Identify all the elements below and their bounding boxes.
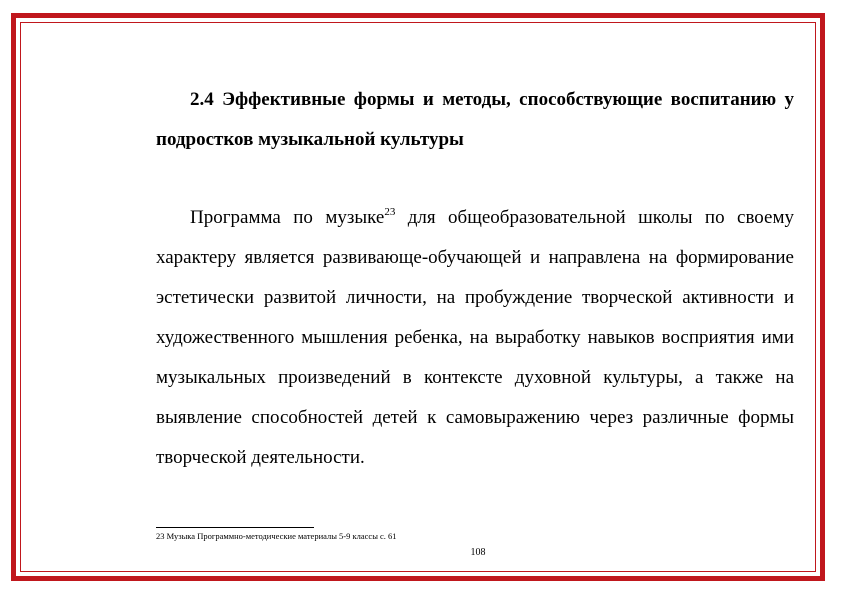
footnote-separator (156, 527, 314, 528)
body-paragraph (156, 198, 794, 478)
section-heading: 2.4 Эффективные формы и методы, способствующие воспитанию у подростков музыкальной культуры (156, 89, 794, 150)
footnote: 23 Музыка Программно-методические материалы 5-9 классы с. 61 (156, 531, 397, 541)
page-number: 108 (470, 547, 486, 558)
paragraph-text-rest: для общеобразовательной школы по своему характеру является развивающе-обучающей и направлена на формирование эстетически развитой личности, на пробуждение творческой активности и художественного мышления ребенка, на выработку навыков восприятия ими музыкальных произведений в контексте духовной культуры, а также на выявление способностей детей к самовыражению через различные формы творческой деятельности. (156, 207, 794, 468)
page-content (156, 80, 794, 478)
paragraph-text-start: Программа по музыке (190, 207, 385, 228)
footnote-reference[interactable]: 23 (384, 206, 396, 218)
